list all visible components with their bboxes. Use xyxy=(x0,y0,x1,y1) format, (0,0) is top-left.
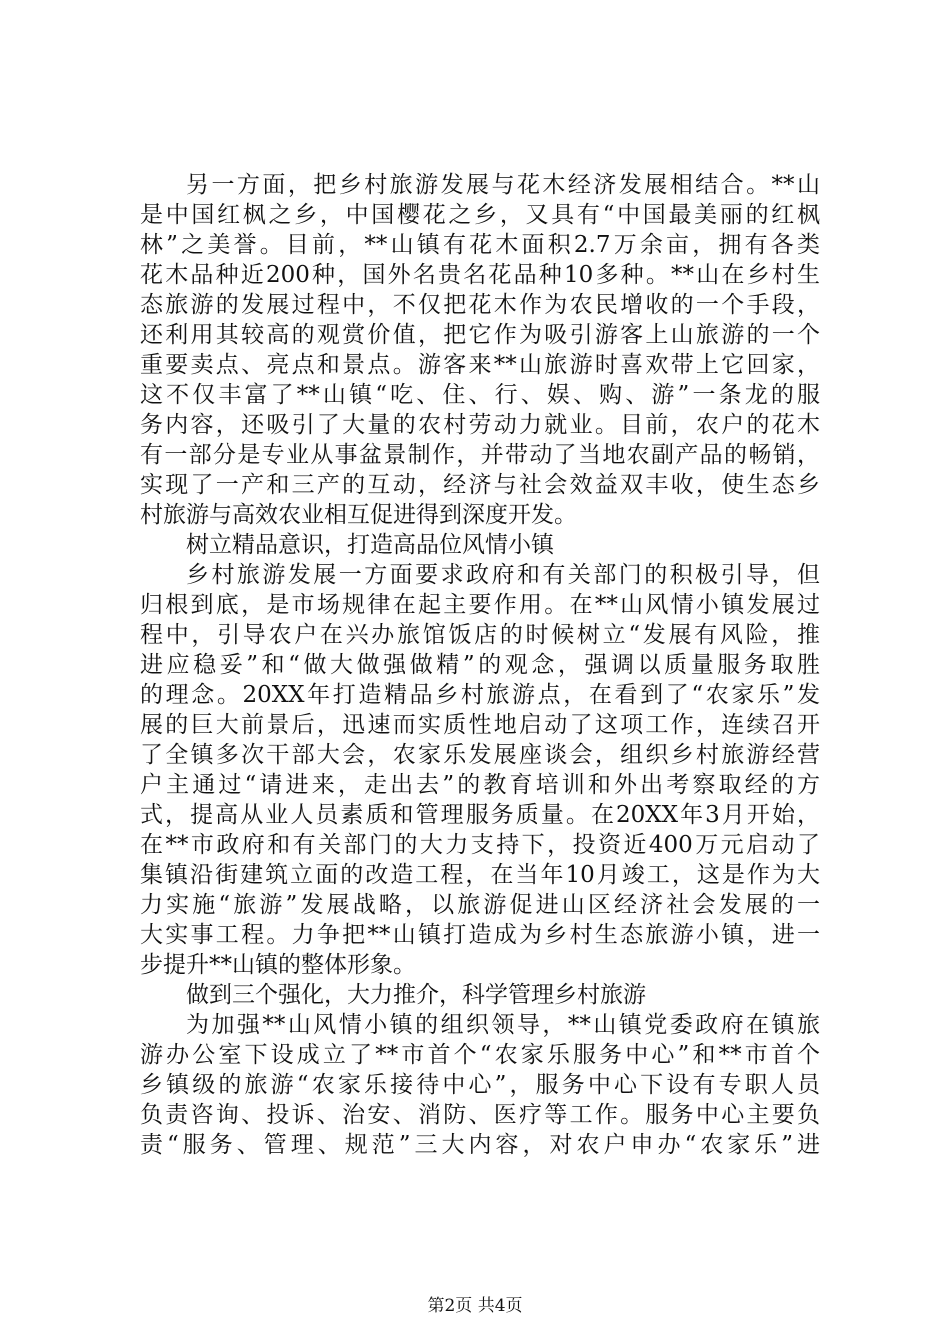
text-line: 进应稳妥”和“做大做强做精”的观念，强调以质量服务取胜 xyxy=(140,652,820,678)
text-line: 乡镇级的旅游“农家乐接待中心”，服务中心下设有专职人员 xyxy=(140,1072,820,1098)
text-line: 是中国红枫之乡，中国樱花之乡，又具有“中国最美丽的红枫 xyxy=(140,202,820,228)
text-line: 这不仅丰富了**山镇“吃、住、行、娱、购、游”一条龙的服 xyxy=(140,382,820,408)
text-line: 有一部分是专业从事盆景制作，并带动了当地农副产品的畅销， xyxy=(140,442,820,468)
paragraph-market-guidance xyxy=(140,560,820,980)
text-line: 责“服务、管理、规范”三大内容，对农户申办“农家乐”进 xyxy=(140,1132,820,1158)
text-line: 在**市政府和有关部门的大力支持下，投资近400万元启动了 xyxy=(140,832,820,858)
text-line: 的理念。20XX年打造精品乡村旅游点，在看到了“农家乐”发 xyxy=(140,682,820,708)
text-line: 态旅游的发展过程中，不仅把花木作为农民增收的一个手段， xyxy=(140,292,820,318)
text-line: 村旅游与高效农业相互促进得到深度开发。 xyxy=(140,502,577,528)
section-heading-management xyxy=(140,980,820,1010)
document-body xyxy=(140,170,820,1160)
text-line: 力实施“旅游”发展战略，以旅游促进山区经济社会发展的一 xyxy=(140,892,820,918)
heading-text: 做到三个强化，大力推介，科学管理乡村旅游 xyxy=(186,982,646,1008)
text-line: 为加强**山风情小镇的组织领导，**山镇党委政府在镇旅 xyxy=(186,1012,820,1038)
text-line: 负责咨询、投诉、治安、消防、医疗等工作。服务中心主要负 xyxy=(140,1102,820,1128)
text-line: 归根到底，是市场规律在起主要作用。在**山风情小镇发展过 xyxy=(140,592,820,618)
text-line: 户主通过“请进来，走出去”的教育培训和外出考察取经的方 xyxy=(140,772,820,798)
text-line: 步提升**山镇的整体形象。 xyxy=(140,952,416,978)
page-footer: 第2页 共4页 xyxy=(427,1296,523,1316)
text-line: 展的巨大前景后，迅速而实质性地启动了这项工作，连续召开 xyxy=(140,712,820,738)
text-line: 实现了一产和三产的互动，经济与社会效益双丰收，使生态乡 xyxy=(140,472,820,498)
text-line: 花木品种近200种，国外名贵名花品种10多种。**山在乡村生 xyxy=(140,262,820,288)
text-line: 务内容，还吸引了大量的农村劳动力就业。目前，农户的花木 xyxy=(140,412,820,438)
paragraph-service-center xyxy=(140,1010,820,1160)
text-line: 重要卖点、亮点和景点。游客来**山旅游时喜欢带上它回家， xyxy=(140,352,820,378)
text-line: 还利用其较高的观赏价值，把它作为吸引游客上山旅游的一个 xyxy=(140,322,820,348)
text-line: 式，提高从业人员素质和管理服务质量。在20XX年3月开始， xyxy=(140,802,820,828)
text-line: 乡村旅游发展一方面要求政府和有关部门的积极引导，但 xyxy=(186,562,820,588)
section-heading-quality xyxy=(140,530,820,560)
text-line: 大实事工程。力争把**山镇打造成为乡村生态旅游小镇，进一 xyxy=(140,922,820,948)
text-line: 另一方面，把乡村旅游发展与花木经济发展相结合。**山 xyxy=(186,172,820,198)
text-line: 游办公室下设成立了**市首个“农家乐服务中心”和**市首个 xyxy=(140,1042,820,1068)
text-line: 程中，引导农户在兴办旅馆饭店的时候树立“发展有风险，推 xyxy=(140,622,820,648)
text-line: 集镇沿街建筑立面的改造工程，在当年10月竣工，这是作为大 xyxy=(140,862,820,888)
heading-text: 树立精品意识，打造高品位风情小镇 xyxy=(186,532,554,558)
text-line: 林”之美誉。目前，**山镇有花木面积2.7万余亩，拥有各类 xyxy=(140,232,820,258)
text-line: 了全镇多次干部大会，农家乐发展座谈会，组织乡村旅游经营 xyxy=(140,742,820,768)
paragraph-flower-economy xyxy=(140,170,820,530)
